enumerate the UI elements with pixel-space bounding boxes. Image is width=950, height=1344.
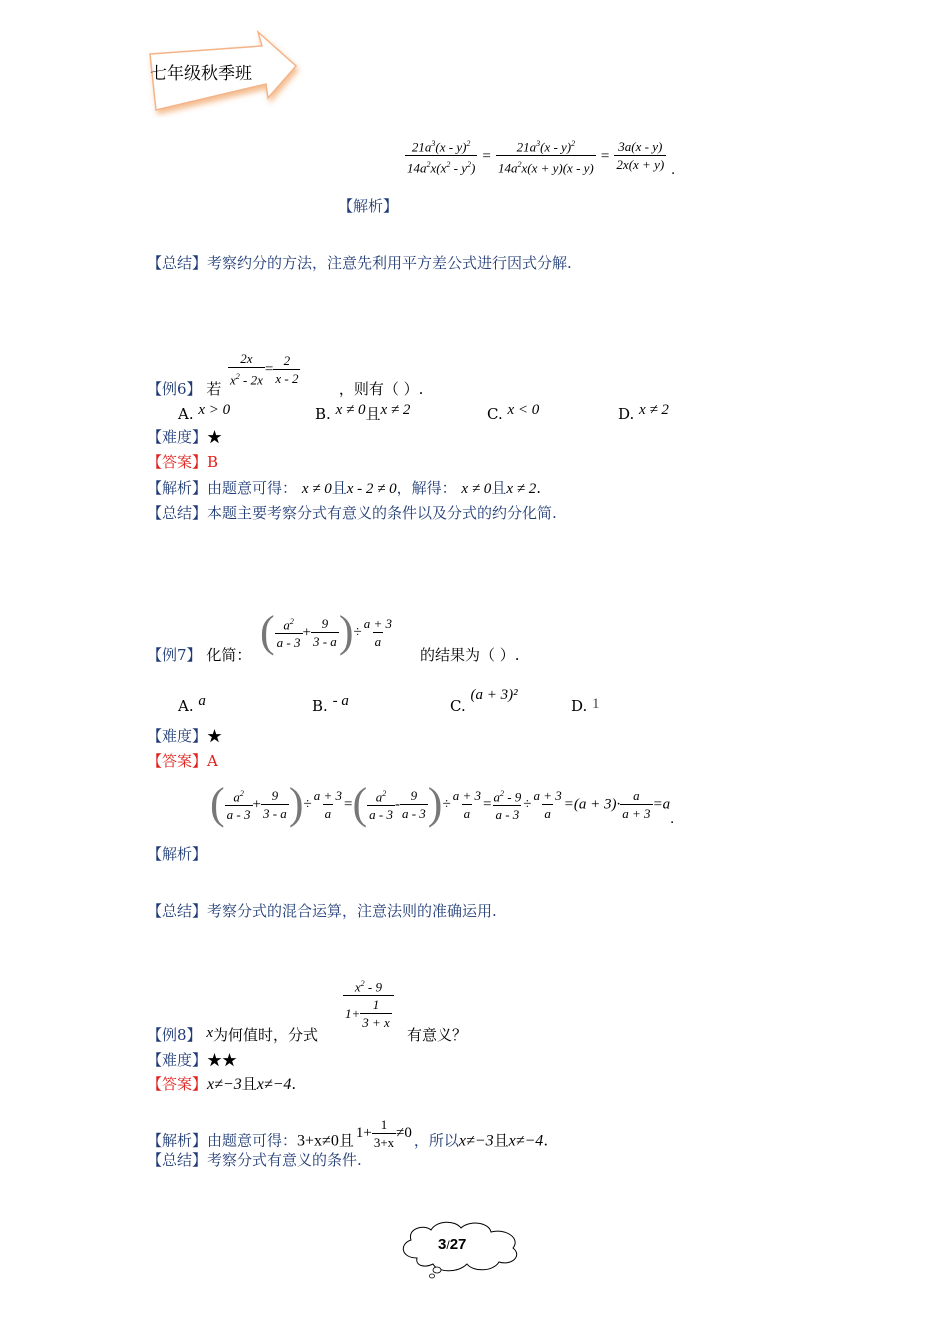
ex7-difficulty bbox=[147, 726, 222, 746]
analysis-math-1: x ≠ 0 bbox=[301, 481, 332, 497]
analysis-prefix: 由题意可得： bbox=[207, 1131, 298, 1150]
ex7-option-d bbox=[571, 696, 600, 717]
option-c-label: C. bbox=[450, 697, 466, 715]
analysis-tag: 【解析】 bbox=[147, 1131, 208, 1150]
top-formula: $\frac{21a^3(x - y)^2}{14a^2x(x^2 - y^2)}$ = $\frac{21a^3(x - y)^2}{14a^2x(x + y)(x - y)}$ = $\frac{3a(x - y)}{2x(x + y)}$ . bbox=[407, 139, 676, 179]
ex6-option-a bbox=[178, 404, 230, 425]
option-b-math: - a bbox=[332, 693, 349, 709]
option-a-label: A. bbox=[178, 405, 194, 423]
ex7-answer bbox=[147, 751, 218, 771]
ex6-tag: 【例6】 bbox=[147, 380, 202, 398]
option-d-math: 1 bbox=[592, 696, 600, 712]
option-a-math: x > 0 bbox=[198, 402, 231, 418]
ex7-tag: 【例7】 bbox=[147, 646, 202, 664]
answer-tag: 【答案】 bbox=[147, 752, 208, 770]
analysis-mid: ，解得： bbox=[396, 479, 457, 497]
ex7-prefix: 化简： bbox=[206, 646, 252, 664]
option-a-math: a bbox=[198, 693, 206, 709]
ex8-question bbox=[147, 1025, 318, 1046]
option-c-math: x < 0 bbox=[507, 402, 540, 418]
difficulty-tag: 【难度】 bbox=[147, 1051, 208, 1069]
analysis-math-3: x ≠ 0 bbox=[461, 481, 492, 497]
ex6-suffix: ，则有（ ）. bbox=[338, 380, 424, 398]
difficulty-stars: ★★ bbox=[207, 1051, 238, 1069]
ex8-answer bbox=[147, 1074, 296, 1095]
ex6-answer bbox=[147, 452, 218, 472]
analysis-mid: ，所以 bbox=[413, 1131, 459, 1150]
ex7-summary bbox=[147, 901, 497, 921]
difficulty-stars: ★ bbox=[207, 727, 223, 745]
analysis-end: . bbox=[543, 1131, 549, 1150]
difficulty-tag: 【难度】 bbox=[147, 727, 208, 745]
answer-tag: 【答案】 bbox=[147, 453, 208, 471]
answer-tag: 【答案】 bbox=[147, 1075, 208, 1093]
option-b-and: 且 bbox=[365, 405, 381, 423]
ex6-difficulty bbox=[147, 427, 222, 447]
analysis-math-2: x - 2 ≠ 0 bbox=[346, 481, 397, 497]
ex6-prefix: 若 bbox=[206, 380, 222, 398]
ex7-question bbox=[147, 645, 251, 665]
option-c-label: C. bbox=[487, 405, 503, 423]
analysis-math-4: x ≠ 2 bbox=[506, 481, 537, 497]
ex6-question bbox=[147, 379, 423, 399]
summary-tag: 【总结】 bbox=[147, 1151, 208, 1169]
ex6-fraction: $\frac{2x}{x^2 - 2x}$ = $\frac{2}{x - 2}$ bbox=[230, 351, 299, 388]
ex8-tag: 【例8】 bbox=[147, 1026, 202, 1044]
analysis-prefix: 由题意可得： bbox=[207, 479, 298, 497]
ex8-difficulty bbox=[147, 1050, 237, 1070]
analysis-and-1: 且 bbox=[331, 479, 347, 497]
answer-end: . bbox=[291, 1075, 297, 1093]
answer-math-1: x≠−3 bbox=[207, 1076, 242, 1093]
option-b-tail: x ≠ 2 bbox=[380, 402, 411, 418]
option-b-label: B. bbox=[312, 697, 328, 715]
option-d-label: D. bbox=[571, 697, 588, 715]
summary-text: 本题主要考察分式有意义的条件以及分式的约分化简. bbox=[207, 504, 557, 522]
difficulty-tag: 【难度】 bbox=[147, 428, 208, 446]
summary-tag: 【总结】 bbox=[147, 504, 208, 522]
option-d-label: D. bbox=[618, 405, 635, 423]
analysis-and: 且 bbox=[338, 1131, 354, 1150]
ex7-expression: ( $\frac{a^2}{a - 3}$ + $\frac{9}{3 - a}$ )÷ $\frac{a + 3}{a}$ bbox=[260, 607, 392, 656]
analysis-end: . bbox=[536, 479, 541, 497]
ex6-option-b bbox=[315, 404, 410, 425]
ex6-option-d bbox=[618, 404, 669, 425]
ex7-option-c bbox=[450, 687, 518, 717]
option-b-math: x ≠ 0 bbox=[335, 402, 366, 418]
ex8-summary bbox=[147, 1150, 362, 1170]
page-current: 3 bbox=[438, 1236, 447, 1253]
analysis-and-2: 且 bbox=[491, 479, 507, 497]
answer-value: A bbox=[207, 752, 218, 770]
option-a-label: A. bbox=[178, 697, 194, 715]
option-b-label: B. bbox=[315, 405, 331, 423]
ex6-option-c bbox=[487, 404, 539, 425]
ex7-solution-formula: ( $\frac{a^2}{a - 3}$ + $\frac{9}{3 - a}$ )÷ $\frac{a + 3}{a}$ =( $\frac{a^2}{a - 3}$ - $\frac{9}{a - 3}$ )÷ $\frac{a + 3}{a}$ = $\frac{a^2 - 9}{a - 3}$ ÷ $\frac{a + 3}{a}$ =(a + 3)· $\frac{a}{a + 3}$ =a. bbox=[210, 779, 674, 828]
page-number bbox=[438, 1236, 466, 1253]
summary-tag: 【总结】 bbox=[147, 254, 208, 272]
ex6-summary bbox=[147, 503, 557, 523]
answer-math-2: x≠−4 bbox=[256, 1076, 292, 1093]
analysis-and-2: 且 bbox=[493, 1131, 509, 1150]
ex8-var: x bbox=[206, 1025, 213, 1041]
analysis-math-2: x≠−3 bbox=[458, 1132, 494, 1150]
analysis-math-1: 3+x≠0 bbox=[297, 1132, 339, 1150]
summary-text: 考察分式的混合运算，注意法则的准确运用. bbox=[207, 902, 497, 920]
top-summary bbox=[147, 253, 572, 273]
page-separator: / bbox=[446, 1238, 450, 1252]
ex8-analysis: 【解析】由题意可得：3+x≠0且 1+ $\frac{1}{3+x}$ ≠0 ，所以x≠−3且x≠−4. bbox=[147, 1117, 549, 1150]
summary-text: 考察约分的方法，注意先利用平方差公式进行因式分解. bbox=[207, 254, 572, 272]
summary-text: 考察分式有意义的条件. bbox=[207, 1151, 362, 1169]
answer-and: 且 bbox=[241, 1075, 257, 1093]
ex7-option-b bbox=[312, 693, 349, 717]
ex8-question-end: 有意义？ bbox=[407, 1026, 468, 1044]
ex8-text-1: 为何值时，分式 bbox=[213, 1026, 319, 1044]
analysis-tag: 【解析】 bbox=[147, 479, 208, 497]
difficulty-stars: ★ bbox=[207, 428, 223, 446]
ex7-option-a bbox=[178, 693, 206, 717]
option-c-math: (a + 3)² bbox=[470, 687, 518, 703]
summary-tag: 【总结】 bbox=[147, 902, 208, 920]
ex8-fraction: $x^2 - 9$ 1+ $\frac{1}{3 + x}$ bbox=[343, 975, 394, 1031]
page-total: 27 bbox=[449, 1236, 467, 1253]
top-jiexi-tag: 【解析】 bbox=[338, 197, 399, 215]
analysis-math-3: x≠−4 bbox=[508, 1132, 544, 1150]
header-label: 七年级秋季班 bbox=[150, 64, 252, 84]
ex7-analysis-tag: 【解析】 bbox=[147, 845, 208, 863]
ex7-suffix: 的结果为（ ）. bbox=[420, 646, 520, 664]
option-d-math: x ≠ 2 bbox=[639, 402, 669, 418]
answer-value: B bbox=[207, 453, 219, 471]
ex6-analysis bbox=[147, 478, 541, 499]
